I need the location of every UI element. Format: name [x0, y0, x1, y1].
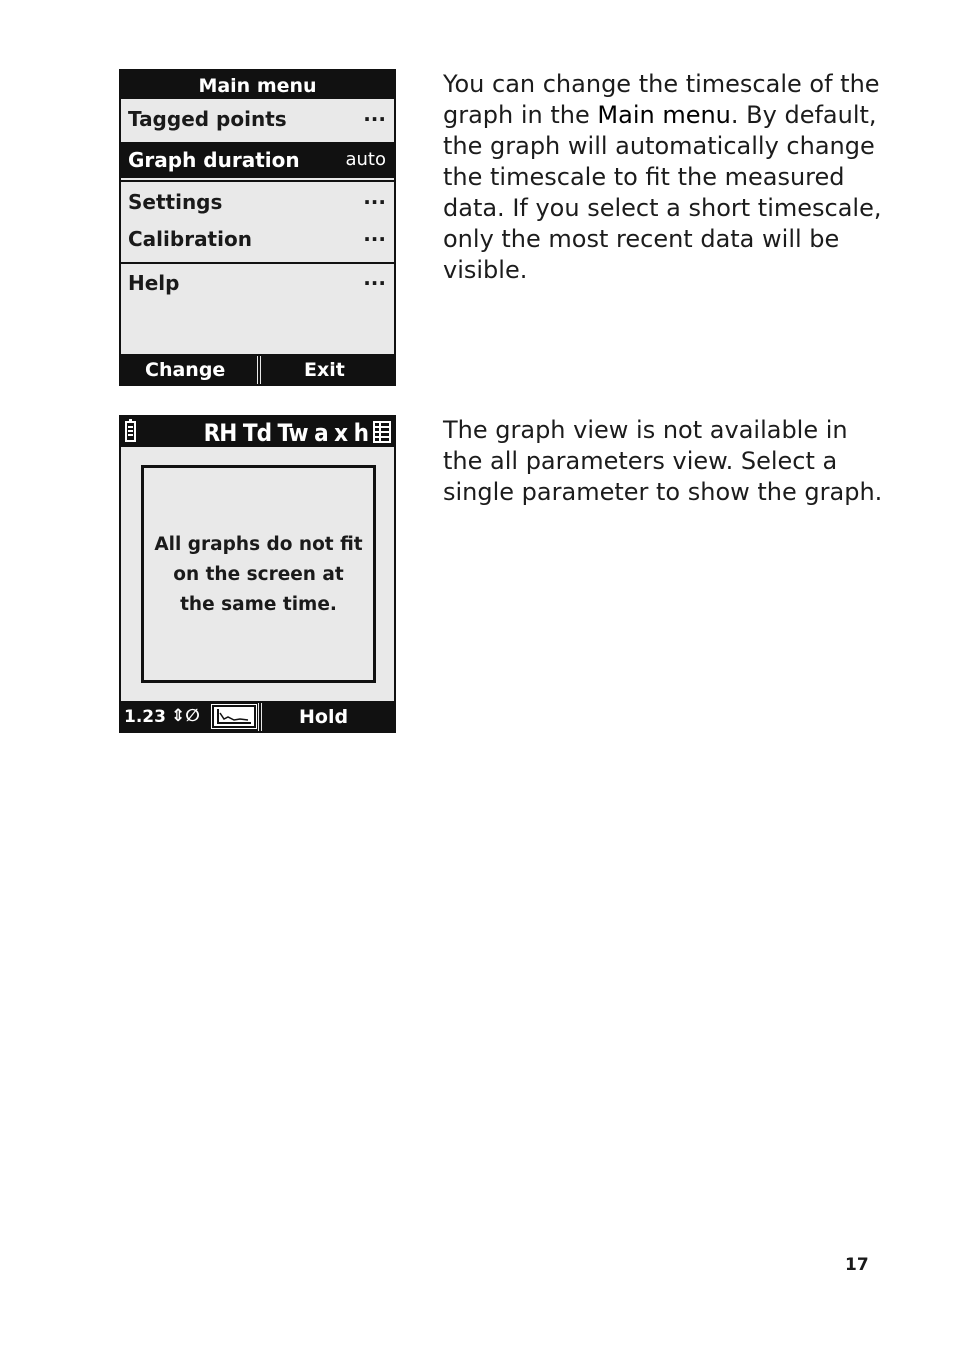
ellipsis-icon: ··· — [363, 271, 386, 295]
message-box — [141, 465, 376, 683]
paragraph-timescale — [443, 69, 883, 286]
menu-item-value: auto — [345, 149, 386, 170]
graph-view-icon[interactable] — [212, 705, 256, 728]
menu-title: Main menu — [121, 71, 394, 99]
ellipsis-icon: ··· — [363, 227, 386, 251]
menu-item-label: Tagged points — [128, 107, 287, 131]
menu-item-settings[interactable] — [121, 184, 394, 220]
menu-item-label: Settings — [128, 190, 223, 214]
menu-item-label: Calibration — [128, 227, 252, 251]
status-bar — [121, 417, 394, 447]
paragraph-text: You can change the timescale of the graph in the — [443, 70, 880, 129]
main-menu-screenshot — [119, 69, 396, 386]
parameter-list: RH Td Tw a x h — [203, 419, 368, 447]
message-text — [144, 530, 373, 620]
numeric-view-button[interactable]: 1.23 — [124, 707, 166, 727]
graph-view-screenshot — [119, 415, 396, 733]
softkey-divider — [257, 356, 261, 384]
page-number: 17 — [845, 1255, 869, 1275]
bottom-bar — [121, 701, 394, 731]
menu-item-calibration[interactable] — [121, 221, 394, 257]
exit-button[interactable]: Exit — [304, 359, 345, 381]
paragraph-text: . By default, the graph will automatically change the timescale to fit the measured data. If you select a short timescale, only the most recent data will be visible. — [443, 101, 882, 284]
menu-divider — [121, 180, 394, 182]
message-line: the same time. — [180, 594, 337, 615]
softkey-divider — [258, 703, 262, 731]
message-line: on the screen at — [173, 564, 344, 585]
menu-item-label: Help — [128, 271, 180, 295]
paragraph-graph-view: The graph view is not available in the all parameters view. Select a single parameter to show the graph. — [443, 416, 883, 506]
table-view-icon — [373, 421, 391, 443]
menu-item-graph-duration[interactable] — [121, 142, 394, 178]
menu-divider — [121, 262, 394, 264]
menu-item-label: Graph duration — [128, 148, 300, 172]
ellipsis-icon: ··· — [363, 107, 386, 131]
range-symbols[interactable]: ⇕∅ — [171, 706, 200, 726]
message-line: All graphs do not fit — [154, 534, 363, 555]
change-button[interactable]: Change — [145, 359, 226, 381]
ellipsis-icon: ··· — [363, 190, 386, 214]
main-menu-reference: Main menu — [597, 101, 731, 129]
menu-item-tagged-points[interactable] — [121, 101, 394, 137]
battery-icon — [125, 421, 136, 442]
menu-item-help[interactable] — [121, 265, 394, 301]
softkey-bar — [121, 354, 394, 384]
hold-button[interactable]: Hold — [299, 706, 349, 728]
